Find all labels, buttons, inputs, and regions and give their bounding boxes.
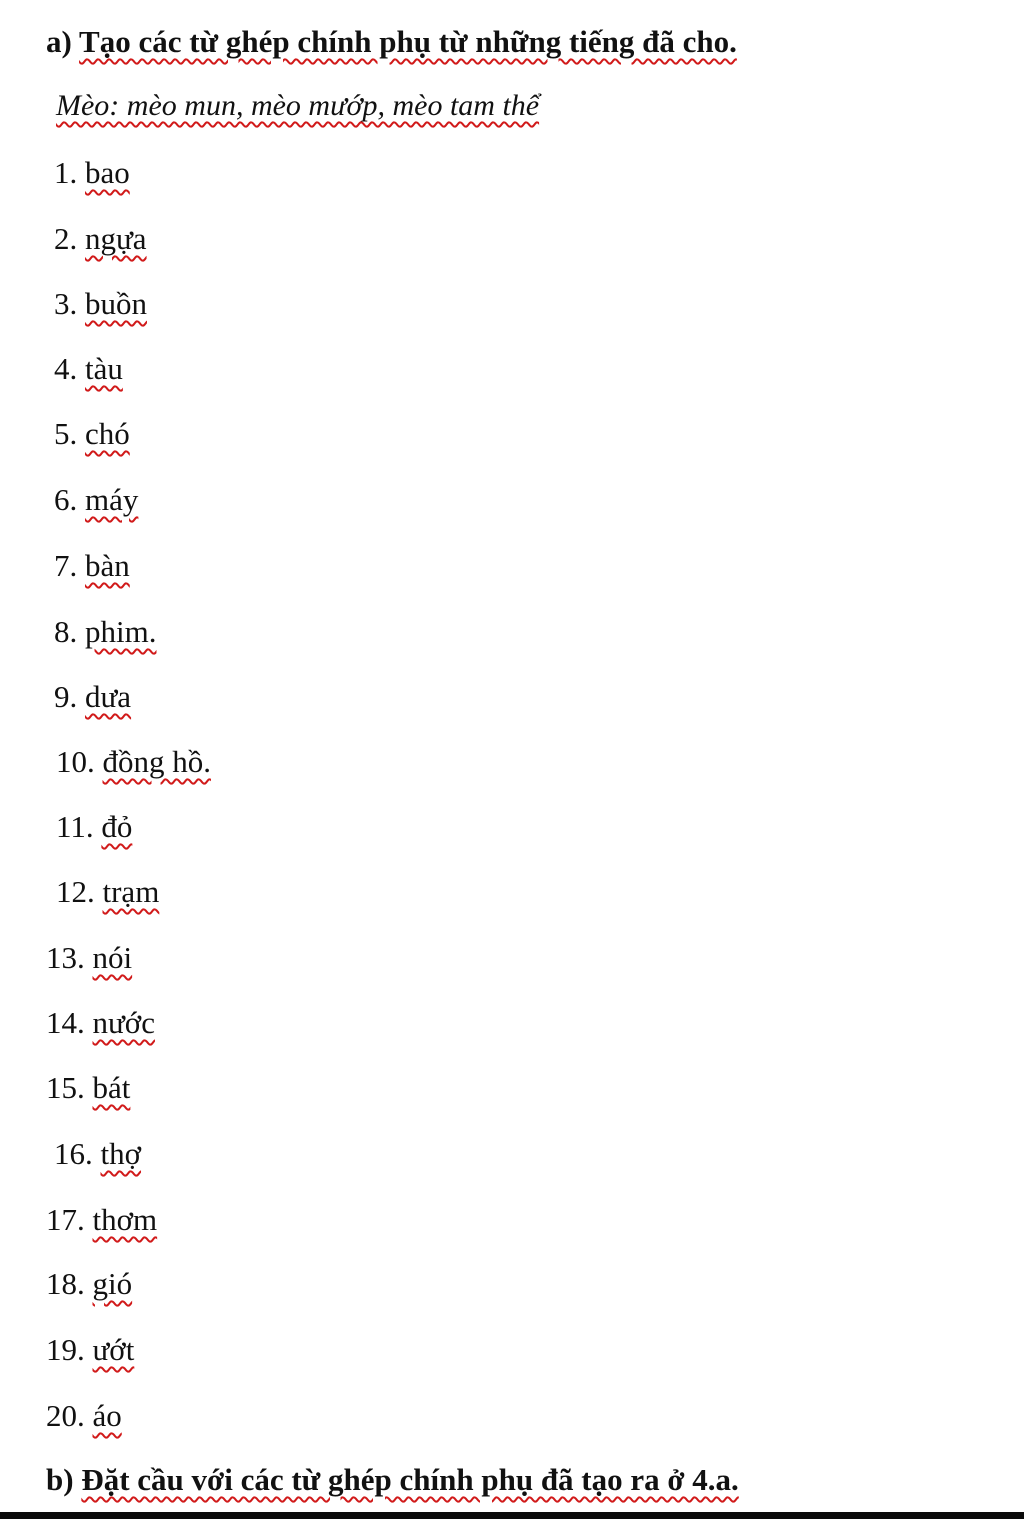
bottom-border — [0, 1512, 1024, 1519]
list-item — [46, 938, 132, 978]
list-item — [46, 1330, 134, 1370]
item-word: bao — [85, 155, 130, 190]
item-word: thợ — [100, 1136, 142, 1171]
item-word: bát — [92, 1070, 131, 1105]
list-item — [56, 742, 211, 782]
item-word: phim. — [85, 614, 157, 649]
item-number: 19. — [46, 1332, 85, 1367]
list-item — [46, 1068, 130, 1108]
list-item — [56, 872, 159, 912]
item-word: ngựa — [85, 221, 147, 256]
item-number: 16. — [54, 1136, 93, 1171]
item-word: nói — [92, 940, 133, 975]
list-item — [54, 546, 130, 586]
list-item — [46, 1396, 122, 1436]
item-word: gió — [92, 1266, 133, 1301]
item-word: máy — [85, 482, 139, 517]
item-number: 13. — [46, 940, 85, 975]
item-word: nước — [92, 1005, 155, 1040]
list-item — [54, 349, 123, 389]
item-number: 7. — [54, 548, 78, 583]
item-number: 15. — [46, 1070, 85, 1105]
item-number: 12. — [56, 874, 95, 909]
item-number: 3. — [54, 286, 78, 321]
list-item — [54, 612, 156, 652]
list-item — [54, 1134, 141, 1174]
list-item — [56, 807, 132, 847]
list-item — [54, 153, 130, 193]
item-word: áo — [92, 1398, 122, 1433]
list-item — [46, 1200, 157, 1240]
section-b-label: b) — [46, 1462, 74, 1497]
section-a-title: Tạo các từ ghép chính phụ từ những tiếng đã cho. — [79, 24, 737, 59]
section-a-heading — [46, 22, 737, 62]
item-number: 17. — [46, 1202, 85, 1237]
item-word: thơm — [92, 1202, 158, 1237]
section-a-label: a) — [46, 24, 72, 59]
list-item — [46, 1264, 132, 1304]
list-item — [54, 480, 138, 520]
item-word: tàu — [85, 351, 123, 386]
item-word: đỏ — [101, 809, 133, 844]
list-item — [54, 284, 147, 324]
item-number: 4. — [54, 351, 78, 386]
item-word: dưa — [85, 679, 132, 714]
item-word: đồng hồ. — [102, 744, 211, 779]
item-word: chó — [85, 416, 130, 451]
item-word: bàn — [85, 548, 130, 583]
item-number: 1. — [54, 155, 78, 190]
item-number: 5. — [54, 416, 78, 451]
list-item — [54, 219, 147, 259]
item-number: 11. — [56, 809, 94, 844]
section-b-heading — [46, 1460, 739, 1500]
item-number: 10. — [56, 744, 95, 779]
item-number: 20. — [46, 1398, 85, 1433]
item-number: 6. — [54, 482, 78, 517]
item-word: buồn — [85, 286, 147, 321]
item-number: 9. — [54, 679, 78, 714]
item-word: trạm — [102, 874, 160, 909]
list-item — [46, 1003, 155, 1043]
item-number: 14. — [46, 1005, 85, 1040]
item-number: 2. — [54, 221, 78, 256]
item-word: ướt — [92, 1332, 135, 1367]
list-item — [54, 414, 130, 454]
list-item — [54, 677, 131, 717]
section-b-title: Đặt cầu với các từ ghép chính phụ đã tạo ra ở 4.a. — [81, 1462, 739, 1497]
item-number: 8. — [54, 614, 78, 649]
example-text: Mèo: mèo mun, mèo mướp, mèo tam thể — [56, 89, 540, 122]
example-line — [56, 86, 539, 126]
item-number: 18. — [46, 1266, 85, 1301]
